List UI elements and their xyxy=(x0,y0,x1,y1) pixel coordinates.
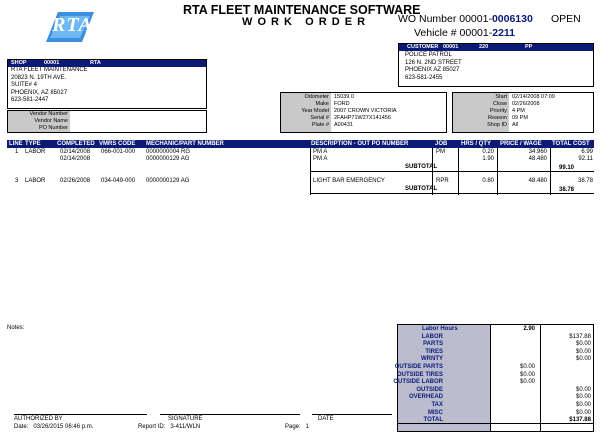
subtotal-value: 99.10 xyxy=(558,165,574,171)
table-row xyxy=(7,156,594,164)
customer-header xyxy=(399,44,593,51)
summary-row xyxy=(398,387,593,395)
customer-header-code: 220 xyxy=(479,44,489,50)
vendor-number-label: Vendor Number xyxy=(29,111,68,117)
summary-box xyxy=(393,324,594,432)
cell-description: PM A xyxy=(313,156,328,162)
customer-box xyxy=(398,43,594,87)
summary-row-label: MISC xyxy=(428,409,443,416)
subtotal-rule xyxy=(310,193,594,194)
subtotal-label: SUBTOTAL xyxy=(405,186,438,192)
line-items-table xyxy=(7,140,594,200)
start-value: 02/14/2008 07:09 xyxy=(512,94,555,100)
logo-text: RTA xyxy=(52,14,93,36)
cell-mechanic: 0000000129 AG xyxy=(146,178,190,184)
vehicle-labels xyxy=(281,93,331,132)
shop-header-name: RTA xyxy=(90,60,101,66)
summary-row-label: OUTSIDE LABOR xyxy=(393,379,443,386)
reason-label: Reason xyxy=(488,115,507,121)
subtotal-value: 38.78 xyxy=(558,187,574,193)
date-label: DATE xyxy=(318,416,334,422)
order-box xyxy=(452,92,594,133)
make-value: FORD xyxy=(334,101,350,107)
cell-description: LIGHT BAR EMERGENCY xyxy=(313,178,385,184)
shop-line: RTA FLEET MAINTENANCE xyxy=(11,67,88,73)
customer-header-id: 00001 xyxy=(443,44,459,50)
cell-completed: 02/14/2008 xyxy=(60,149,91,155)
cell-description: PM A xyxy=(313,149,328,155)
shop-id-value: All xyxy=(512,122,519,128)
vendor-name-label: Vendor Name xyxy=(34,118,68,124)
wo-number-value: 0006130 xyxy=(491,13,533,25)
summary-row xyxy=(398,394,593,402)
summary-row-label: OUTSIDE PARTS xyxy=(394,363,443,370)
summary-row-label: OUTSIDE xyxy=(416,386,443,393)
col-mechanic: MECHANIC/PART NUMBER xyxy=(146,141,224,147)
vehicle-number-value: 2211 xyxy=(492,27,516,39)
subtotal-label: SUBTOTAL xyxy=(405,164,438,170)
summary-row-label: Labor Hours xyxy=(422,326,458,332)
cell-price: 34.960 xyxy=(528,149,547,155)
summary-row-right: $0.00 xyxy=(575,394,591,401)
priority-label: Priority xyxy=(489,108,507,114)
summary-row xyxy=(398,372,593,380)
summary-row xyxy=(398,341,593,349)
summary-row-label: OUTSIDE TIRES xyxy=(396,371,443,378)
summary-row xyxy=(398,334,593,342)
summary-row-right: $0.00 xyxy=(575,341,591,348)
summary-row xyxy=(398,356,593,364)
cell-completed: 02/14/2008 xyxy=(60,156,91,162)
vehicle-number-label: Vehicle # 00001- xyxy=(414,27,493,39)
year-model-label: Year Model xyxy=(301,108,329,114)
summary-row-label: OVERHEAD xyxy=(408,394,443,401)
summary-row-mid: $0.00 xyxy=(519,363,535,370)
shop-id-label: Shop ID xyxy=(487,122,507,128)
cell-price: 48.480 xyxy=(528,156,547,162)
summary-row xyxy=(398,402,593,410)
summary-row-right: $137.88 xyxy=(569,417,591,424)
serial-value: 2FAHP71W27X141456 xyxy=(334,115,391,121)
cell-type: LABOR xyxy=(25,149,46,155)
summary-row xyxy=(393,379,593,387)
odometer-value: 15039.0 xyxy=(334,94,354,100)
table-header xyxy=(7,140,594,148)
summary-row-label: TOTAL xyxy=(423,417,443,424)
col-job: JOB xyxy=(435,141,448,147)
vendor-labels xyxy=(8,111,70,132)
summary-row-right: $0.00 xyxy=(575,386,591,393)
customer-line: PHOENIX AZ 85027 xyxy=(405,67,460,73)
vehicle-values xyxy=(334,94,397,129)
subtotal-rule xyxy=(310,171,594,172)
summary-rows xyxy=(393,326,593,425)
cell-hrs: 0.20 xyxy=(482,149,494,155)
wo-status: OPEN xyxy=(551,13,581,25)
cell-mechanic: 0000000004 RG xyxy=(146,149,191,155)
col-total: TOTAL COST xyxy=(552,141,590,147)
year-model-value: 2007 CROWN VICTORIA xyxy=(334,108,397,114)
cell-price: 48.480 xyxy=(528,178,547,184)
customer-header-type: PP xyxy=(525,44,533,50)
cell-total: 92.11 xyxy=(578,156,593,162)
cell-vmrs: 034-049-000 xyxy=(101,178,136,184)
summary-row-label: WRNTY xyxy=(421,356,443,363)
table-row xyxy=(7,178,594,186)
app-title: RTA FLEET MAINTENANCE SOFTWARE xyxy=(183,3,421,17)
cell-hrs: 1.90 xyxy=(482,156,494,162)
signature-line xyxy=(160,414,300,415)
summary-row-mid: $0.00 xyxy=(519,371,535,378)
vehicle-number xyxy=(414,27,515,39)
close-label: Close xyxy=(492,101,507,107)
customer-line: 126 N. 2ND STREET xyxy=(405,59,462,66)
col-price: PRICE / WAGE xyxy=(500,141,542,147)
col-type: TYPE xyxy=(25,141,41,147)
vendor-box xyxy=(7,110,207,133)
priority-value: 4 PM xyxy=(512,108,525,114)
summary-row-label: LABOR xyxy=(421,333,443,340)
cell-job: PM xyxy=(436,149,445,155)
serial-label: Serial # xyxy=(310,115,329,121)
shop-line: PHOENIX, AZ 85027 xyxy=(11,89,68,96)
plate-label: Plate # xyxy=(311,122,329,128)
cell-type: LABOR xyxy=(25,178,46,184)
close-value: 02/26/2008 xyxy=(512,101,540,107)
summary-total-row xyxy=(398,417,593,425)
summary-row-right: $0.00 xyxy=(575,356,591,363)
col-vmrs: VMRS CODE xyxy=(99,141,136,147)
customer-line: 623-581-2455 xyxy=(405,74,443,81)
summary-row-right: $0.00 xyxy=(575,409,591,416)
start-label: Start xyxy=(495,94,507,100)
po-number-label: PO Number xyxy=(38,125,68,131)
signature-label: SIGNATURE xyxy=(168,416,203,422)
summary-row-right: $137.88 xyxy=(569,333,591,340)
cell-vmrs: 066-001-000 xyxy=(101,149,136,155)
cell-job: RPR xyxy=(436,178,449,184)
summary-row xyxy=(398,410,593,418)
plate-value: A00431 xyxy=(334,122,353,128)
shop-header xyxy=(8,60,206,67)
col-line: LINE xyxy=(9,141,23,147)
customer-address xyxy=(399,51,593,82)
reason-value: 09 PM xyxy=(512,115,528,121)
cell-line: 1 xyxy=(15,149,19,155)
authorized-by-label: AUTHORIZED BY xyxy=(14,416,63,422)
shop-header-id: 00001 xyxy=(44,60,60,66)
customer-line: POLICE PATROL xyxy=(405,52,452,58)
notes-label: Notes: xyxy=(7,325,25,331)
make-label: Make xyxy=(315,101,329,107)
col-hrs: HRS / QTY xyxy=(461,141,492,147)
shop-line: 20823 N. 19TH AVE. xyxy=(11,74,67,81)
cell-hrs: 0.80 xyxy=(482,178,494,184)
summary-row xyxy=(398,349,593,357)
date-line xyxy=(312,414,392,415)
shop-header-label: SHOP xyxy=(11,60,27,66)
order-labels xyxy=(453,93,509,132)
summary-row-mid: 2.90 xyxy=(523,326,535,332)
summary-row-label: PARTS xyxy=(423,341,443,348)
summary-row-label: TIRES xyxy=(425,348,443,355)
wo-number-label: WO Number 00001- xyxy=(398,13,492,25)
shop-box xyxy=(7,59,207,109)
cell-mechanic: 0000000129 AG xyxy=(146,156,190,162)
shop-line: SUITE# 4 xyxy=(11,82,38,88)
shop-address xyxy=(8,67,206,105)
printed-date: Date: 03/26/2015 06:46 p.m. xyxy=(14,424,94,430)
page-number: Page: 1 xyxy=(285,424,310,430)
summary-row xyxy=(398,326,593,334)
summary-row-label: TAX xyxy=(431,401,443,408)
summary-row-mid: $0.00 xyxy=(519,379,535,386)
col-completed: COMPLETED xyxy=(57,141,95,147)
order-values xyxy=(512,94,555,129)
shop-line: 623-581-2447 xyxy=(11,97,49,103)
cell-total: 38.78 xyxy=(577,178,593,184)
report-id: Report ID: 3-411/WLN xyxy=(138,424,201,430)
col-description: DESCRIPTION - OUT PO NUMBER xyxy=(311,141,409,147)
vehicle-box xyxy=(280,92,447,133)
customer-header-label: CUSTOMER xyxy=(407,44,439,50)
cell-completed: 02/26/2008 xyxy=(60,178,91,184)
wo-number xyxy=(398,13,533,25)
cell-line: 3 xyxy=(15,178,19,184)
rta-logo xyxy=(38,8,100,46)
summary-row-right: $0.00 xyxy=(575,401,591,408)
summary-row xyxy=(394,363,593,372)
cell-total: 6.99 xyxy=(581,149,593,155)
authorized-by-line xyxy=(14,414,147,415)
document-title: W O R K O R D E R xyxy=(242,16,367,28)
odometer-label: Odometer xyxy=(304,94,329,100)
summary-row-right: $0.00 xyxy=(575,348,591,355)
